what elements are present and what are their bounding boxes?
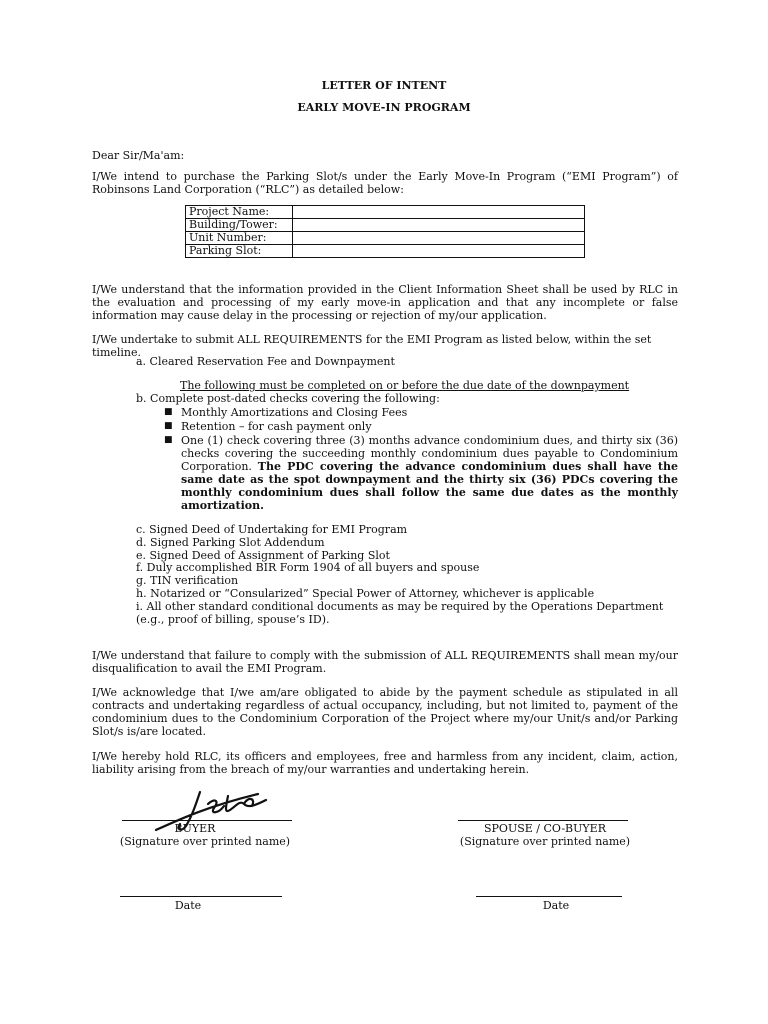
parking-details-table bbox=[185, 205, 585, 258]
table-row bbox=[186, 219, 585, 232]
table-label: Project Name: bbox=[186, 206, 293, 219]
table-label: Unit Number: bbox=[186, 232, 293, 245]
table-value-field[interactable] bbox=[293, 219, 585, 232]
requirement-b: b. Complete post-dated checks covering the following: bbox=[136, 392, 440, 405]
table-row bbox=[186, 206, 585, 219]
list-item bbox=[164, 434, 678, 512]
table-row bbox=[186, 232, 585, 245]
table-label: Building/Tower: bbox=[186, 219, 293, 232]
list-item: d. Signed Parking Slot Addendum bbox=[136, 535, 325, 549]
cobuyer-signature-line bbox=[458, 820, 628, 821]
list-item: c. Signed Deed of Undertaking for EMI Program bbox=[136, 523, 408, 536]
paragraph-information: I/We understand that the information provided in the Client Information Sheet shall be used by RLC in the evaluation and processing of my early move-in application and that any incomplete or false information may cause delay in the processing or rejection of my/our application. bbox=[92, 283, 678, 322]
list-item: g. TIN verification bbox=[136, 574, 239, 588]
bullet-text: Monthly Amortizations and Closing Fees bbox=[181, 406, 408, 419]
table-value-field[interactable] bbox=[293, 206, 585, 219]
bullet-icon: ■ bbox=[164, 435, 173, 445]
paragraph-failure: I/We understand that failure to comply with the submission of ALL REQUIREMENTS shall mean my/our disqualification to avail the EMI Program. bbox=[92, 649, 678, 675]
paragraph-acknowledge: I/We acknowledge that I/we am/are obligated to abide by the payment schedule as stipulated in all contracts and undertaking regardless of actual occupancy, including, but not limited to, payment of the condominium dues to the Condominium Corporation of the Project where my/our Unit/s and/or Parking Slot/s is/are located. bbox=[92, 686, 678, 738]
requirement-a: a. Cleared Reservation Fee and Downpayment bbox=[136, 355, 395, 368]
list-item bbox=[164, 420, 678, 434]
buyer-date-line bbox=[120, 896, 282, 897]
list-item bbox=[164, 406, 678, 420]
paragraph-requirements: I/We undertake to submit ALL REQUIREMENTS for the EMI Program as listed below, within the set timeline. bbox=[92, 333, 652, 359]
bullet-text: Retention – for cash payment only bbox=[181, 420, 372, 433]
intro-paragraph: I/We intend to purchase the Parking Slot/s under the Early Move-In Program (“EMI Program”) of Robinsons Land Corporation (“RLC”) as detailed below: bbox=[92, 170, 678, 196]
cobuyer-date-line bbox=[476, 896, 622, 897]
list-item: (e.g., proof of billing, spouse’s ID). bbox=[136, 612, 330, 626]
cobuyer-caption: (Signature over printed name) bbox=[459, 835, 631, 848]
list-item: h. Notarized or “Consularized” Special Power of Attorney, whichever is applicable bbox=[136, 586, 595, 600]
table-label: Parking Slot: bbox=[186, 245, 293, 258]
table-value-field[interactable] bbox=[293, 245, 585, 258]
paragraph-hold-harmless: I/We hereby hold RLC, its officers and employees, free and harmless from any incident, claim, action, liability arising from the breach of my/our warranties and undertaking herein. bbox=[92, 750, 678, 776]
cobuyer-label: SPOUSE / CO-BUYER bbox=[484, 822, 606, 835]
document-subtitle: EARLY MOVE-IN PROGRAM bbox=[297, 101, 471, 114]
cobuyer-date-label: Date bbox=[542, 899, 570, 912]
table-row bbox=[186, 245, 585, 258]
buyer-caption: (Signature over printed name) bbox=[119, 835, 291, 848]
requirements-list bbox=[136, 523, 696, 625]
bullet-text-bold: The PDC covering the advance condominium dues shall have the same date as the spot downpayment and the thirty six (36) PDCs covering the monthly condominium dues shall follow the same due dates as the monthly amortization. bbox=[181, 460, 679, 512]
table-value-field[interactable] bbox=[293, 232, 585, 245]
bullet-text: One (1) check covering three (3) months advance condominium dues, and thirty six (36) checks covering the succeeding monthly condominium dues payable to Condominium Corporation. bbox=[181, 434, 678, 473]
bullet-icon: ■ bbox=[164, 407, 173, 417]
list-item: f. Duly accomplished BIR Form 1904 of all buyers and spouse bbox=[136, 561, 480, 575]
bullet-icon: ■ bbox=[164, 421, 173, 431]
buyer-date-label: Date bbox=[174, 899, 202, 912]
list-item: e. Signed Deed of Assignment of Parking Slot bbox=[136, 548, 390, 562]
salutation: Dear Sir/Ma'am: bbox=[92, 149, 185, 162]
document-title: LETTER OF INTENT bbox=[321, 79, 447, 92]
deadline-note: The following must be completed on or before the due date of the downpayment bbox=[180, 379, 630, 392]
list-item: i. All other standard conditional documents as may be required by the Operations Department bbox=[136, 599, 664, 613]
pdc-bullet-list bbox=[164, 406, 678, 512]
buyer-label: BUYER bbox=[174, 822, 216, 835]
